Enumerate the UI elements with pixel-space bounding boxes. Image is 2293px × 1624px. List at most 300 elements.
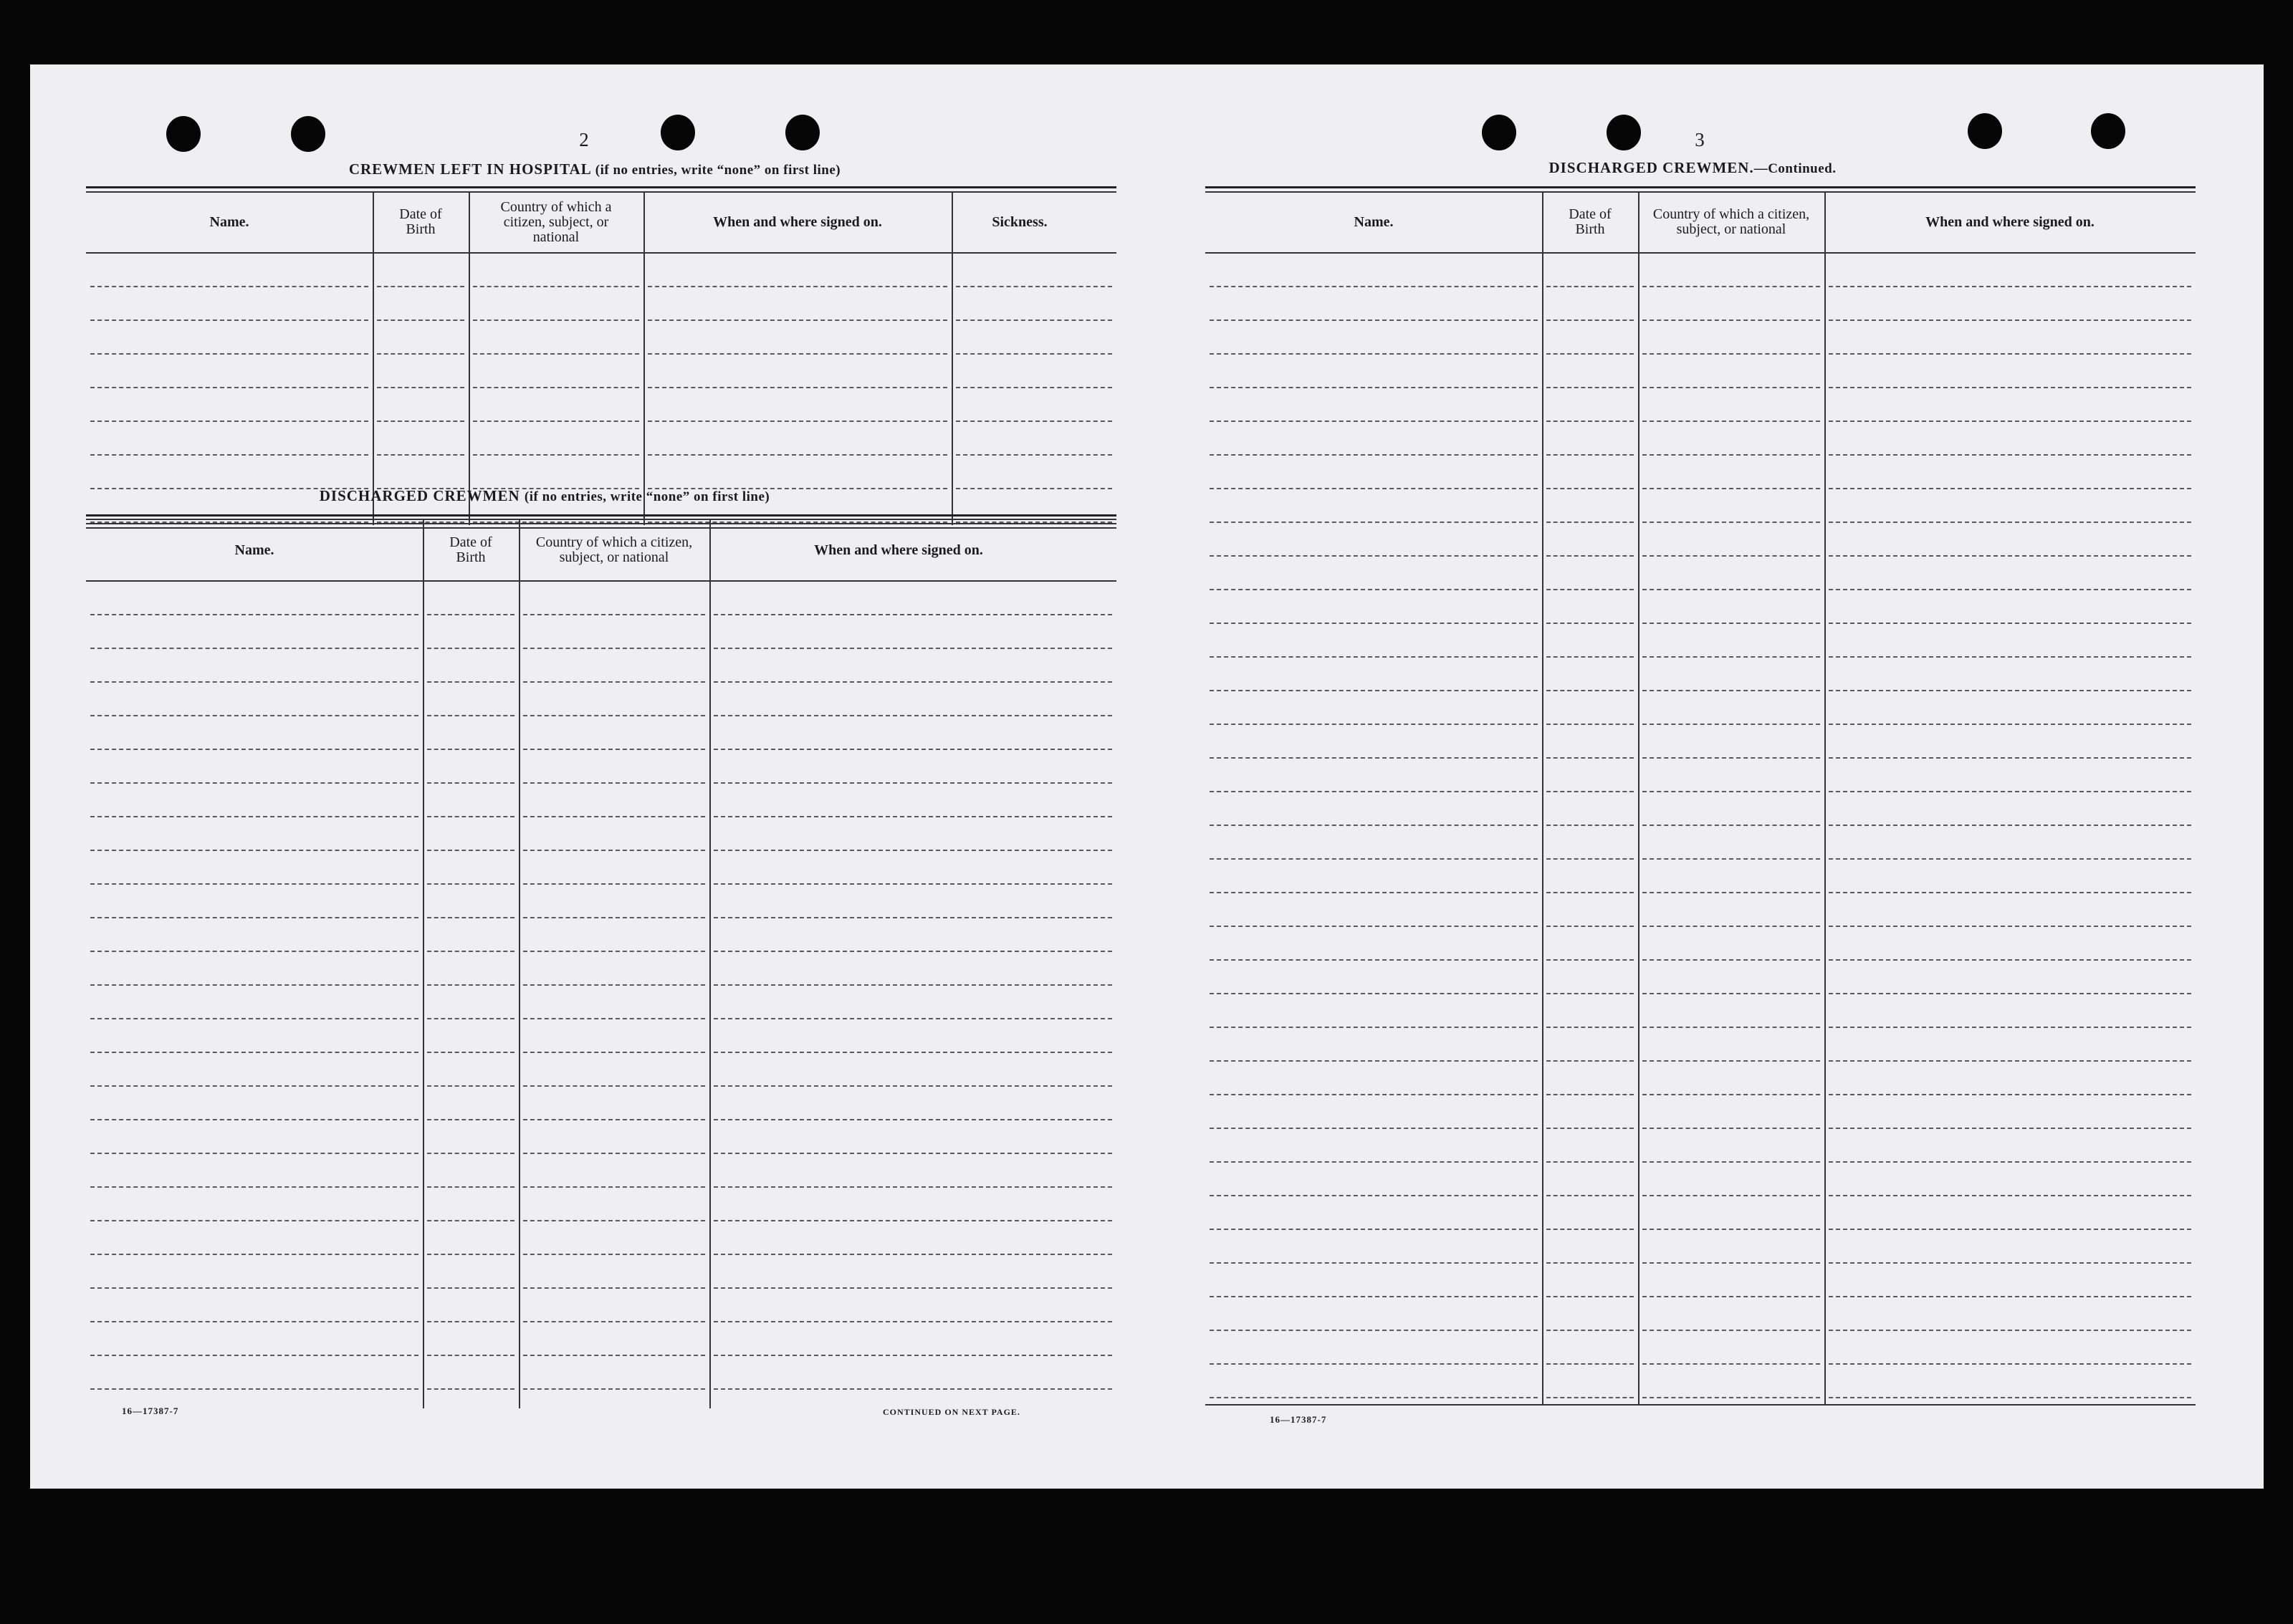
entry-line[interactable] (90, 850, 418, 851)
column-rule (709, 520, 711, 1408)
entry-line[interactable] (523, 782, 705, 784)
entry-line[interactable] (427, 1254, 514, 1255)
entry-line[interactable] (1829, 1262, 2191, 1264)
entry-line[interactable] (523, 1388, 705, 1390)
entry-line[interactable] (473, 387, 639, 388)
entry-line[interactable] (1210, 1060, 1538, 1062)
entry-line[interactable] (427, 1052, 514, 1053)
entry-line[interactable] (377, 387, 464, 388)
entry-line[interactable] (90, 1287, 418, 1289)
entry-line[interactable] (714, 1321, 1112, 1322)
entry-line[interactable] (1642, 1128, 1820, 1129)
entry-line[interactable] (90, 648, 418, 649)
entry-line[interactable] (956, 454, 1112, 456)
entry-line[interactable] (1829, 589, 2191, 590)
entry-line[interactable] (714, 1186, 1112, 1188)
entry-line[interactable] (1829, 319, 2191, 321)
entry-line[interactable] (1210, 993, 1538, 994)
entry-line[interactable] (427, 782, 514, 784)
entry-line[interactable] (1829, 522, 2191, 523)
entry-line[interactable] (523, 614, 705, 615)
entry-line[interactable] (1210, 522, 1538, 523)
entry-line[interactable] (1210, 724, 1538, 725)
entry-line[interactable] (90, 387, 368, 388)
form-sheet (30, 64, 2264, 1489)
entry-line[interactable] (523, 1186, 705, 1188)
col-header-country: Country of which a citizen, subject, or national (535, 534, 693, 565)
entry-line[interactable] (714, 1220, 1112, 1221)
entry-line[interactable] (473, 421, 639, 422)
entry-line[interactable] (1829, 1229, 2191, 1230)
entry-line[interactable] (1642, 1330, 1820, 1331)
entry-line[interactable] (523, 1085, 705, 1087)
entry-line[interactable] (1546, 1363, 1634, 1365)
entry-line[interactable] (90, 1119, 418, 1120)
entry-line[interactable] (648, 319, 947, 321)
entry-line[interactable] (714, 614, 1112, 615)
entry-line[interactable] (1642, 926, 1820, 927)
entry-line[interactable] (1642, 757, 1820, 759)
entry-line[interactable] (427, 1186, 514, 1188)
entry-line[interactable] (1210, 1363, 1538, 1365)
entry-line[interactable] (1546, 454, 1634, 456)
entry-line[interactable] (1829, 1060, 2191, 1062)
entry-line[interactable] (1210, 1229, 1538, 1230)
entry-line[interactable] (1210, 421, 1538, 422)
entry-line[interactable] (1829, 892, 2191, 893)
entry-line[interactable] (473, 454, 639, 456)
entry-line[interactable] (1546, 1060, 1634, 1062)
entry-line[interactable] (1210, 1094, 1538, 1095)
entry-line[interactable] (523, 1119, 705, 1120)
entry-line[interactable] (1829, 791, 2191, 792)
entry-line[interactable] (1210, 791, 1538, 792)
entry-line[interactable] (1829, 555, 2191, 557)
entry-line[interactable] (1210, 1195, 1538, 1196)
entry-line[interactable] (714, 1052, 1112, 1053)
entry-line[interactable] (523, 1355, 705, 1356)
entry-line[interactable] (648, 387, 947, 388)
punch-hole (166, 116, 201, 152)
page-number: 2 (579, 129, 589, 150)
entry-line[interactable] (377, 353, 464, 355)
entry-line[interactable] (1546, 757, 1634, 759)
punch-hole (785, 115, 820, 150)
entry-line[interactable] (1210, 757, 1538, 759)
entry-line[interactable] (1829, 690, 2191, 691)
continued-label: —Continued. (1753, 161, 1837, 176)
entry-line[interactable] (1546, 993, 1634, 994)
entry-line[interactable] (1642, 791, 1820, 792)
column-rule (643, 192, 645, 525)
entry-line[interactable] (1546, 353, 1634, 355)
entry-line[interactable] (427, 984, 514, 986)
entry-line[interactable] (1829, 387, 2191, 388)
entry-line[interactable] (427, 681, 514, 683)
entry-line[interactable] (523, 749, 705, 750)
column-rule (519, 520, 520, 1408)
entry-line[interactable] (427, 850, 514, 851)
entry-line[interactable] (1210, 1397, 1538, 1398)
entry-line[interactable] (1829, 1330, 2191, 1331)
entry-line[interactable] (714, 782, 1112, 784)
entry-line[interactable] (714, 648, 1112, 649)
entry-line[interactable] (1546, 656, 1634, 658)
entry-line[interactable] (427, 1321, 514, 1322)
entry-line[interactable] (427, 1119, 514, 1120)
col-header-date-of-birth: Date of Birth (399, 206, 442, 237)
entry-line[interactable] (90, 454, 368, 456)
entry-line[interactable] (1546, 319, 1634, 321)
entry-line[interactable] (714, 951, 1112, 952)
entry-line[interactable] (523, 850, 705, 851)
entry-line[interactable] (90, 1254, 418, 1255)
entry-line[interactable] (427, 1287, 514, 1289)
entry-line[interactable] (1829, 623, 2191, 624)
entry-line[interactable] (714, 715, 1112, 716)
col-header-sickness: Sickness. (992, 213, 1048, 230)
entry-line[interactable] (714, 1018, 1112, 1019)
header-rule (1205, 252, 2196, 254)
entry-line[interactable] (523, 883, 705, 885)
entry-line[interactable] (1829, 454, 2191, 456)
entry-line[interactable] (1642, 1363, 1820, 1365)
entry-line[interactable] (427, 614, 514, 615)
entry-line[interactable] (1210, 589, 1538, 590)
entry-line[interactable] (1210, 1027, 1538, 1028)
col-header-name: Name. (234, 542, 274, 558)
entry-line[interactable] (1210, 1330, 1538, 1331)
entry-line[interactable] (1642, 387, 1820, 388)
entry-line[interactable] (1546, 623, 1634, 624)
entry-line[interactable] (427, 951, 514, 952)
entry-line[interactable] (714, 1085, 1112, 1087)
entry-line[interactable] (523, 1153, 705, 1154)
entry-line[interactable] (1546, 1094, 1634, 1095)
entry-line[interactable] (1642, 825, 1820, 826)
entry-line[interactable] (1642, 1060, 1820, 1062)
entry-line[interactable] (1210, 319, 1538, 321)
discharged-section-heading (86, 487, 1003, 505)
entry-line[interactable] (1829, 656, 2191, 658)
entry-line[interactable] (1210, 926, 1538, 927)
entry-line[interactable] (714, 883, 1112, 885)
entry-line[interactable] (1642, 623, 1820, 624)
entry-line[interactable] (714, 850, 1112, 851)
entry-line[interactable] (427, 1388, 514, 1390)
discharged-table (86, 520, 1116, 1408)
entry-line[interactable] (90, 1220, 418, 1221)
entry-line[interactable] (1829, 724, 2191, 725)
entry-line[interactable] (1829, 1296, 2191, 1297)
entry-line[interactable] (90, 1186, 418, 1188)
entry-line[interactable] (648, 421, 947, 422)
entry-line[interactable] (1642, 1027, 1820, 1028)
entry-line[interactable] (1210, 825, 1538, 826)
entry-line[interactable] (1210, 387, 1538, 388)
entry-line[interactable] (714, 917, 1112, 918)
col-header-date-of-birth: Date of Birth (449, 534, 492, 565)
punch-hole (1482, 115, 1516, 150)
header-rule (86, 252, 1116, 254)
entry-line[interactable] (377, 454, 464, 456)
entry-line[interactable] (1642, 1229, 1820, 1230)
entry-line[interactable] (523, 1220, 705, 1221)
entry-line[interactable] (90, 1018, 418, 1019)
entry-line[interactable] (1210, 623, 1538, 624)
entry-line[interactable] (523, 917, 705, 918)
discharged-title: DISCHARGED CREWMEN (319, 487, 520, 504)
entry-line[interactable] (1642, 1397, 1820, 1398)
column-rule (423, 520, 424, 1408)
entry-line[interactable] (1642, 858, 1820, 860)
entry-line[interactable] (1546, 286, 1634, 287)
entry-line[interactable] (714, 1388, 1112, 1390)
entry-line[interactable] (648, 454, 947, 456)
entry-line[interactable] (1642, 286, 1820, 287)
entry-line[interactable] (1829, 353, 2191, 355)
entry-line[interactable] (1829, 858, 2191, 860)
entry-line[interactable] (1546, 858, 1634, 860)
punch-hole (291, 116, 325, 152)
entry-line[interactable] (473, 286, 639, 287)
entry-line[interactable] (473, 319, 639, 321)
entry-line[interactable] (1210, 488, 1538, 489)
entry-line[interactable] (1642, 690, 1820, 691)
entry-line[interactable] (523, 715, 705, 716)
entry-line[interactable] (427, 648, 514, 649)
entry-line[interactable] (714, 681, 1112, 683)
entry-line[interactable] (1642, 959, 1820, 961)
entry-line[interactable] (1829, 1195, 2191, 1196)
entry-line[interactable] (1546, 1262, 1634, 1264)
entry-line[interactable] (956, 319, 1112, 321)
col-header-signed-on: When and where signed on. (1925, 213, 2095, 230)
entry-line[interactable] (1642, 892, 1820, 893)
entry-line[interactable] (90, 951, 418, 952)
entry-line[interactable] (427, 715, 514, 716)
entry-line[interactable] (714, 749, 1112, 750)
entry-line[interactable] (1829, 286, 2191, 287)
entry-line[interactable] (427, 1153, 514, 1154)
entry-line[interactable] (714, 1287, 1112, 1289)
entry-line[interactable] (956, 387, 1112, 388)
entry-line[interactable] (90, 421, 368, 422)
entry-line[interactable] (1546, 555, 1634, 557)
entry-line[interactable] (90, 883, 418, 885)
entry-line[interactable] (523, 648, 705, 649)
entry-line[interactable] (1829, 1027, 2191, 1028)
entry-line[interactable] (473, 353, 639, 355)
entry-line[interactable] (1546, 1027, 1634, 1028)
entry-line[interactable] (1210, 555, 1538, 557)
entry-line[interactable] (714, 1355, 1112, 1356)
entry-line[interactable] (90, 984, 418, 986)
entry-line[interactable] (1546, 926, 1634, 927)
entry-line[interactable] (1210, 959, 1538, 961)
entry-line[interactable] (1642, 1161, 1820, 1163)
entry-line[interactable] (1642, 1195, 1820, 1196)
entry-line[interactable] (1546, 1330, 1634, 1331)
entry-line[interactable] (1829, 993, 2191, 994)
entry-line[interactable] (714, 1254, 1112, 1255)
entry-line[interactable] (1546, 1161, 1634, 1163)
entry-line[interactable] (1546, 959, 1634, 961)
entry-line[interactable] (523, 1018, 705, 1019)
entry-line[interactable] (1642, 421, 1820, 422)
entry-line[interactable] (1642, 319, 1820, 321)
entry-line[interactable] (90, 1388, 418, 1390)
entry-line[interactable] (1546, 1229, 1634, 1230)
entry-line[interactable] (523, 1052, 705, 1053)
entry-line[interactable] (90, 749, 418, 750)
entry-line[interactable] (1829, 1094, 2191, 1095)
entry-line[interactable] (377, 286, 464, 287)
entry-line[interactable] (1829, 825, 2191, 826)
column-rule (952, 192, 953, 525)
continued-note: CONTINUED ON NEXT PAGE. (883, 1407, 1020, 1417)
entry-line[interactable] (90, 715, 418, 716)
entry-line[interactable] (1546, 488, 1634, 489)
entry-line[interactable] (648, 353, 947, 355)
entry-line[interactable] (523, 1287, 705, 1289)
entry-line[interactable] (1546, 690, 1634, 691)
entry-line[interactable] (1642, 724, 1820, 725)
entry-line[interactable] (90, 1321, 418, 1322)
punch-hole (661, 115, 695, 150)
hospital-note: (if no entries, write “none” on first line) (595, 163, 841, 178)
hospital-section-title (86, 160, 1104, 178)
entry-line[interactable] (1546, 1195, 1634, 1196)
entry-line[interactable] (90, 614, 418, 615)
entry-line[interactable] (90, 816, 418, 817)
col-header-name: Name. (209, 213, 249, 230)
entry-line[interactable] (523, 1254, 705, 1255)
entry-line[interactable] (427, 816, 514, 817)
entry-line[interactable] (1546, 791, 1634, 792)
entry-line[interactable] (523, 951, 705, 952)
entry-line[interactable] (714, 984, 1112, 986)
entry-line[interactable] (1546, 825, 1634, 826)
entry-line[interactable] (1829, 757, 2191, 759)
entry-line[interactable] (1210, 858, 1538, 860)
entry-line[interactable] (1546, 421, 1634, 422)
col-header-signed-on: When and where signed on. (814, 542, 983, 558)
entry-line[interactable] (90, 1085, 418, 1087)
entry-line[interactable] (1210, 454, 1538, 456)
entry-line[interactable] (956, 353, 1112, 355)
col-header-country: Country of which a citizen, subject, or national (1652, 206, 1810, 237)
entry-line[interactable] (427, 1355, 514, 1356)
entry-line[interactable] (90, 1153, 418, 1154)
entry-line[interactable] (1642, 454, 1820, 456)
entry-line[interactable] (1546, 589, 1634, 590)
entry-line[interactable] (1642, 522, 1820, 523)
entry-line[interactable] (1546, 387, 1634, 388)
entry-line[interactable] (1642, 488, 1820, 489)
entry-line[interactable] (1642, 993, 1820, 994)
entry-line[interactable] (1829, 926, 2191, 927)
entry-line[interactable] (1210, 892, 1538, 893)
entry-line[interactable] (1210, 690, 1538, 691)
entry-line[interactable] (1642, 589, 1820, 590)
entry-line[interactable] (90, 286, 368, 287)
entry-line[interactable] (1642, 656, 1820, 658)
entry-line[interactable] (377, 421, 464, 422)
col-header-signed-on: When and where signed on. (713, 213, 882, 230)
entry-line[interactable] (523, 681, 705, 683)
entry-line[interactable] (377, 319, 464, 321)
entry-line[interactable] (1829, 959, 2191, 961)
entry-line[interactable] (427, 883, 514, 885)
entry-line[interactable] (1546, 1128, 1634, 1129)
entry-line[interactable] (714, 816, 1112, 817)
entry-line[interactable] (1642, 353, 1820, 355)
entry-line[interactable] (956, 421, 1112, 422)
entry-line[interactable] (1642, 1094, 1820, 1095)
entry-line[interactable] (1642, 1262, 1820, 1264)
header-rule (86, 580, 1116, 582)
entry-line[interactable] (1829, 1397, 2191, 1398)
entry-line[interactable] (427, 917, 514, 918)
entry-line[interactable] (1829, 488, 2191, 489)
entry-line[interactable] (523, 816, 705, 817)
entry-line[interactable] (956, 286, 1112, 287)
column-rule (1638, 192, 1639, 1404)
entry-line[interactable] (714, 1119, 1112, 1120)
entry-line[interactable] (90, 917, 418, 918)
entry-line[interactable] (1210, 1262, 1538, 1264)
entry-line[interactable] (1829, 1363, 2191, 1365)
entry-line[interactable] (427, 1085, 514, 1087)
entry-line[interactable] (648, 286, 947, 287)
entry-line[interactable] (1829, 1161, 2191, 1163)
entry-line[interactable] (1210, 1296, 1538, 1297)
hospital-title: CREWMEN LEFT IN HOSPITAL (348, 160, 591, 178)
entry-line[interactable] (1642, 1296, 1820, 1297)
entry-line[interactable] (90, 353, 368, 355)
entry-line[interactable] (714, 1153, 1112, 1154)
entry-line[interactable] (427, 749, 514, 750)
entry-line[interactable] (1546, 1397, 1634, 1398)
entry-line[interactable] (90, 1052, 418, 1053)
punch-hole (1968, 113, 2002, 149)
entry-line[interactable] (90, 782, 418, 784)
column-rule (1824, 192, 1826, 1404)
entry-line[interactable] (1829, 1128, 2191, 1129)
entry-line[interactable] (1210, 353, 1538, 355)
entry-line[interactable] (1829, 421, 2191, 422)
entry-line[interactable] (1210, 1161, 1538, 1163)
entry-line[interactable] (90, 1355, 418, 1356)
entry-line[interactable] (1210, 656, 1538, 658)
entry-line[interactable] (1210, 1128, 1538, 1129)
entry-line[interactable] (90, 681, 418, 683)
hospital-table (86, 192, 1116, 525)
entry-line[interactable] (1210, 286, 1538, 287)
entry-line[interactable] (523, 1321, 705, 1322)
entry-line[interactable] (427, 1018, 514, 1019)
entry-line[interactable] (1642, 555, 1820, 557)
entry-line[interactable] (523, 984, 705, 986)
entry-line[interactable] (1546, 724, 1634, 725)
entry-line[interactable] (1546, 892, 1634, 893)
entry-line[interactable] (90, 319, 368, 321)
page-number: 3 (1695, 129, 1705, 150)
entry-line[interactable] (1546, 1296, 1634, 1297)
entry-line[interactable] (1546, 522, 1634, 523)
entry-line[interactable] (427, 1220, 514, 1221)
